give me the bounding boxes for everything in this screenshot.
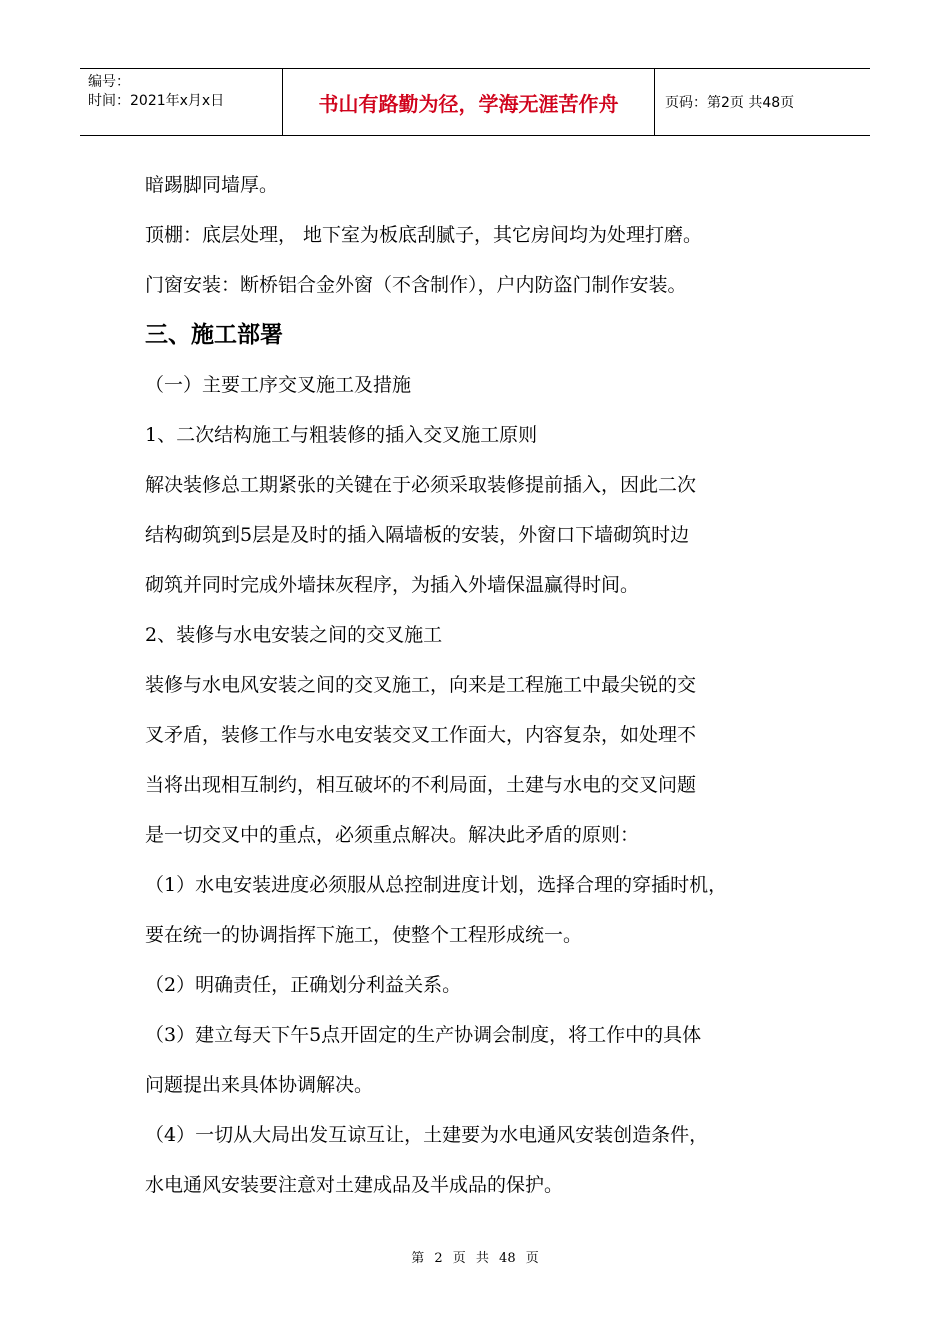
- subsection-heading: （一）主要工序交叉施工及措施: [145, 374, 412, 396]
- header-table: [80, 68, 870, 136]
- header-page-cell: [655, 69, 870, 135]
- time-label: 时间：2021年x月x日: [88, 93, 225, 109]
- body-line: 叉矛盾，装修工作与水电安装交叉工作面大，内容复杂，如处理不: [145, 724, 697, 746]
- header-motto-cell: [282, 69, 655, 135]
- page-info: 页码：第2页 共48页: [665, 95, 795, 111]
- body-line: （2）明确责任，正确划分利益关系。: [145, 974, 462, 996]
- body-line: 顶棚：底层处理， 地下室为板底刮腻子，其它房间均为处理打磨。: [145, 224, 703, 246]
- body-line: 要在统一的协调指挥下施工，使整个工程形成统一。: [145, 924, 583, 946]
- body-line: 水电通风安装要注意对土建成品及半成品的保护。: [145, 1174, 564, 1196]
- body-line: （1）水电安装进度必须服从总控制进度计划，选择合理的穿插时机，: [145, 874, 728, 896]
- body-line: 是一切交叉中的重点，必须重点解决。解决此矛盾的原则：: [145, 824, 640, 846]
- number-label: 编号：: [88, 74, 130, 90]
- body-line: 问题提出来具体协调解决。: [145, 1074, 374, 1096]
- body-line: 装修与水电风安装之间的交叉施工，向来是工程施工中最尖锐的交: [145, 674, 697, 696]
- body-line: 结构砌筑到5层是及时的插入隔墙板的安装，外窗口下墙砌筑时边: [145, 524, 690, 546]
- body-line: 解决装修总工期紧张的关键在于必须采取装修提前插入，因此二次: [145, 474, 697, 496]
- motto-text: 书山有路勤为径，学海无涯苦作舟: [318, 91, 619, 116]
- item-heading: 2、装修与水电安装之间的交叉施工: [145, 624, 443, 646]
- body-line: （4）一切从大局出发互谅互让，土建要为水电通风安装创造条件，: [145, 1124, 709, 1146]
- body-line: 砌筑并同时完成外墙抹灰程序，为插入外墙保温赢得时间。: [145, 574, 640, 596]
- body-line: 门窗安装：断桥铝合金外窗（不含制作），户内防盗门制作安装。: [145, 274, 687, 296]
- section-heading: 三、施工部署: [145, 322, 283, 348]
- body-line: 暗踢脚同墙厚。: [145, 174, 279, 196]
- page-footer: 第 2 页 共 48 页: [411, 1251, 539, 1266]
- item-heading: 1、二次结构施工与粗装修的插入交叉施工原则: [145, 424, 538, 446]
- header-left-cell: [80, 69, 282, 135]
- body-line: 当将出现相互制约，相互破坏的不利局面，土建与水电的交叉问题: [145, 774, 697, 796]
- body-line: （3）建立每天下午5点开固定的生产协调会制度，将工作中的具体: [145, 1024, 702, 1046]
